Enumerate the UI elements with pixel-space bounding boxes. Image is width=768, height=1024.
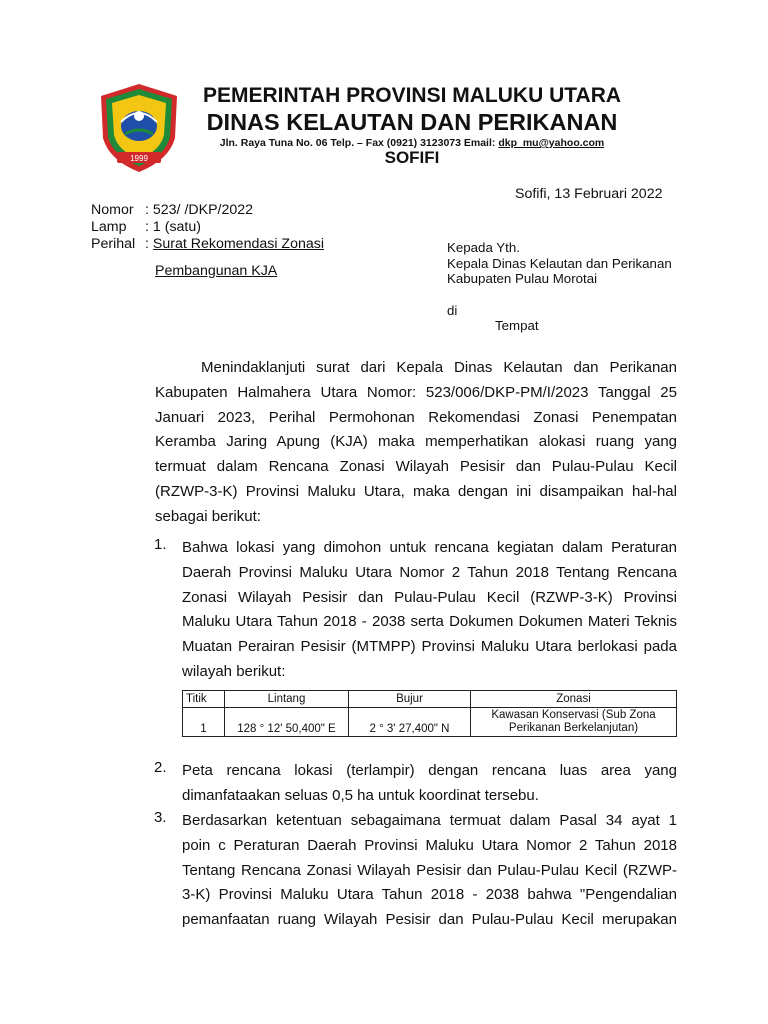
item-number: 3. <box>154 809 167 826</box>
zonasi-line-2: Perikanan Berkelanjutan) <box>508 722 639 734</box>
table-header-row <box>183 691 677 708</box>
cell-titik: 1 <box>183 708 225 737</box>
perihal-label: Perihal <box>91 236 136 252</box>
item-line: Bahwa lokasi yang dimohon untuk rencana kegiatan dalam Peraturan <box>182 539 677 556</box>
item-number: 1. <box>154 536 167 553</box>
table-header-lintang: Lintang <box>225 691 349 708</box>
intro-paragraph <box>155 356 677 530</box>
intro-line: termuat dalam Rencana Zonasi Wilayah Pesisir dan Pulau-Pulau Kecil <box>155 458 677 476</box>
intro-line: Keramba Jaring Apung (KJA) maka memperhatikan alokasi ruang yang <box>155 433 677 451</box>
intro-line: Kabupaten Halmahera Utara Nomor: 523/006/DKP-PM/I/2023 Tanggal 25 <box>155 383 677 401</box>
intro-line: Menindaklanjuti surat dari Kepala Dinas Kelautan dan Perikanan <box>201 359 677 376</box>
item-line: Zonasi Wilayah Pesisir dan Pulau-Pulau Kecil (RZWP-3-K) Provinsi <box>182 588 677 606</box>
table-row <box>183 708 677 737</box>
item-line: wilayah berikut: <box>182 662 286 680</box>
table-header-zonasi: Zonasi <box>471 691 677 708</box>
item-1-text <box>182 536 677 685</box>
recipient-tempat: Tempat <box>495 318 539 333</box>
item-line: Maluku Utara Tahun 2018 - 2038 serta Dokumen Dokumen Materi Teknis <box>182 613 677 631</box>
item-2-text <box>182 759 677 809</box>
intro-line: sebagai berikut: <box>155 507 261 525</box>
cell-bujur: 2 ° 3' 27,400" N <box>349 708 471 737</box>
item-line: 3-K) Provinsi Maluku Utara Tahun 2018 - 2038 bahwa "Pengendalian <box>182 886 677 904</box>
item-line: Muatan Perairan Pesisir (MTMPP) Provinsi Maluku Utara berlokasi pada <box>182 638 677 656</box>
intro-line: Januari 2023, Perihal Permohonan Rekomendasi Zonasi Penempatan <box>155 408 677 426</box>
address-text: Jln. Raya Tuna No. 06 Telp. – Fax (0921) 3123073 Email: <box>219 137 499 149</box>
intro-line: (RZWP-3-K) Provinsi Maluku Utara, maka dengan ini disampaikan hal-hal <box>155 482 677 500</box>
agency-name: DINAS KELAUTAN DAN PERIKANAN <box>206 109 618 135</box>
table-header-bujur: Bujur <box>349 691 471 708</box>
item-number: 2. <box>154 759 167 776</box>
letter-date: Sofifi, 13 Februari 2022 <box>515 186 663 202</box>
lamp-value: : 1 (satu) <box>145 219 201 235</box>
item-line: Tentang Rencana Zonasi Wilayah Pesisir dan Pulau-Pulau Kecil (RZWP- <box>182 861 677 879</box>
letterhead-city: SOFIFI <box>384 148 440 167</box>
svg-text:1999: 1999 <box>130 154 148 163</box>
perihal-line-1: Surat Rekomendasi Zonasi <box>152 236 325 252</box>
nomor-label: Nomor <box>91 202 134 218</box>
recipient-di: di <box>447 303 458 318</box>
item-line: poin c Peraturan Daerah Provinsi Maluku Utara Nomor 2 Tahun 2018 <box>182 836 677 854</box>
recipient-line-1: Kepala Dinas Kelautan dan Perikanan <box>447 256 672 271</box>
provincial-emblem-logo <box>97 82 181 174</box>
zonasi-line-1: Kawasan Konservasi (Sub Zona <box>491 709 656 721</box>
item-line: pemanfaatan ruang Wilayah Pesisir dan Pulau-Pulau Kecil merupakan <box>182 911 677 929</box>
table-header-titik: Titik <box>183 691 225 708</box>
coordinate-table <box>182 690 677 737</box>
perihal-line-2: Pembangunan KJA <box>155 263 278 279</box>
email-link[interactable]: dkp_mu@yahoo.com <box>498 137 605 149</box>
perihal-colon: : <box>145 236 153 252</box>
lamp-label: Lamp <box>91 219 127 235</box>
item-line: Peta rencana lokasi (terlampir) dengan rencana luas area yang <box>182 762 677 779</box>
cell-zonasi <box>471 708 677 737</box>
perihal-value <box>145 236 324 252</box>
government-name: PEMERINTAH PROVINSI MALUKU UTARA <box>202 84 622 107</box>
item-3-text <box>182 809 677 933</box>
cell-lintang: 128 ° 12' 50,400" E <box>225 708 349 737</box>
item-line: Berdasarkan ketentuan sebagaimana termuat dalam Pasal 34 ayat 1 <box>182 812 677 829</box>
item-line: Daerah Provinsi Maluku Utara Nomor 2 Tahun 2018 Tentang Rencana <box>182 563 677 581</box>
nomor-value: : 523/ /DKP/2022 <box>145 202 254 218</box>
recipient-line-2: Kabupaten Pulau Morotai <box>447 271 598 286</box>
recipient-greeting: Kepada Yth. <box>447 240 520 255</box>
item-line: dimanfataakan seluas 0,5 ha untuk koordinat tersebu. <box>182 786 539 804</box>
